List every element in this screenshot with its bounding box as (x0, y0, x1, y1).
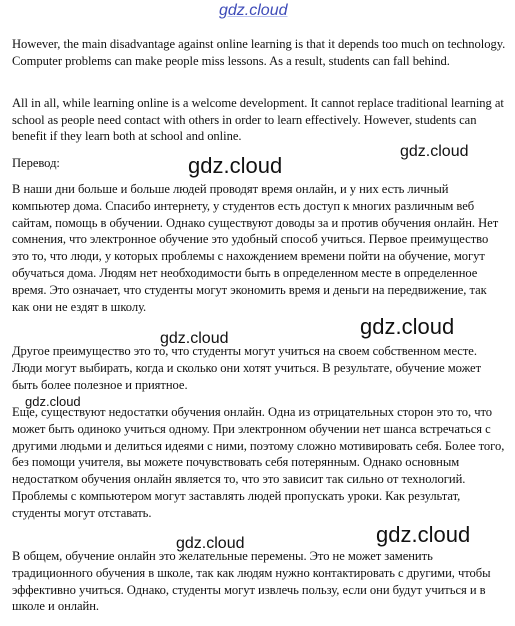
english-paragraph-2: All in all, while learning online is a welcome development. It cannot replace traditional learning at school as people need contact with others in order to learn effectively. However, students can benefit if they learn both at school and online. (12, 96, 504, 144)
watermark: gdz.cloud (360, 314, 455, 339)
watermark: gdz.cloud (176, 535, 245, 552)
watermark: gdz.cloud (160, 330, 229, 347)
translation-paragraph-4: В общем, обучение онлайн это желательные перемены. Это не может заменить традиционного обучения в школе, так как людям нужно контактировать с другими, чтобы эффективно учиться. Однако, студенты могут извлечь пользу, если они будут учиться и в школе и онлайн. (12, 549, 491, 614)
watermark-top[interactable]: gdz.cloud (219, 2, 288, 19)
watermark: gdz.cloud (376, 522, 471, 547)
watermark: gdz.cloud (188, 153, 283, 178)
watermark: gdz.cloud (25, 394, 81, 409)
translation-paragraph-2: Другое преимущество это то, что студенты могут учиться на своем собственном месте. Люди могут выбирать, когда и сколько они хотят учиться. В результате, обучение может быть более полезное и приятное. (12, 344, 482, 392)
watermark: gdz.cloud (400, 143, 469, 160)
translation-paragraph-1: В наши дни больше и больше людей проводят время онлайн, и у них есть личный компьютер дома. Спасибо интернету, у студентов есть доступ к многих различным веб сайтам, помощь в обучении. Однако существуют доводы за и против обучения онлайн. Нет сомнения, что электронное обучение это удобный способ учиться. Первое преимущество это то, что люди, у которых проблемы с нахождением времени пойти на обучение, могут обучаться дома. Людям нет необходимости быть в определенном месте в определенное время. Это означает, что студенты могут экономить время и деньги на передвижение, так как они не ездят в школу. (12, 182, 499, 314)
translation-paragraph-3: Еще, существуют недостатки обучения онлайн. Одна из отрицательных сторон это то, что может быть одиноко учиться одному. При электронном обучении нет шанса встречаться с другими людьми и делиться идеями с ними, поэтому сложно мотивировать себя. Более того, без помощи учителя, вы можете почувствовать себя потерянным. Однако основным недостатком обучения онлайн является то, что это зависит так сильно от технологий. Проблемы с компьютером могут заставлять людей пропускать уроки. Как результат, студенты могут отставать. (12, 405, 505, 520)
english-paragraph-1: However, the main disadvantage against online learning is that it depends too much on technology. Computer problems can make people miss lessons. As a result, students can fall behind. (12, 37, 506, 68)
translation-heading: Перевод: (12, 156, 60, 170)
